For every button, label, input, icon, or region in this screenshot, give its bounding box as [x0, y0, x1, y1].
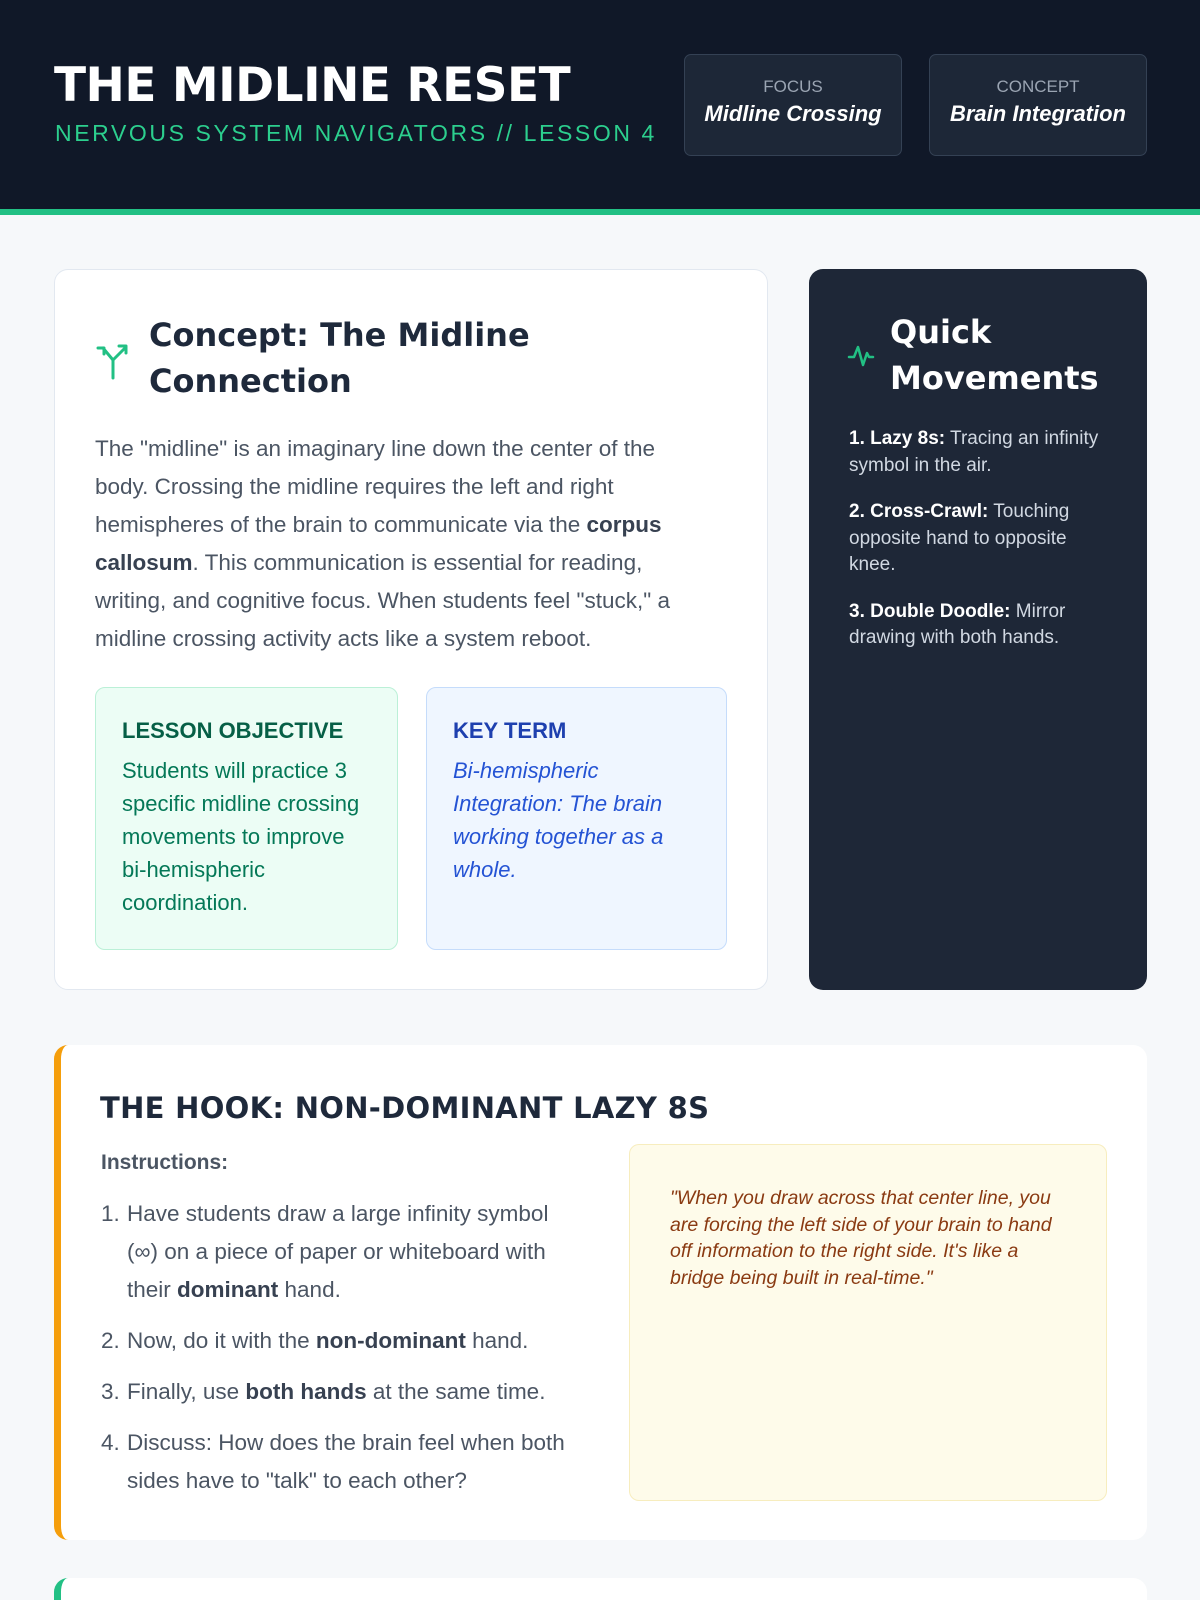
lesson-objective-box — [95, 687, 398, 950]
key-term-heading: KEY TERM — [453, 718, 567, 743]
movement-label: 1. Lazy 8s: — [849, 428, 946, 449]
concept-title: Concept: The Midline Connection — [149, 316, 530, 400]
step-bold: both hands — [245, 1379, 367, 1404]
key-term-text: Bi-hemispheric Integration: The brain working together as a whole. — [453, 758, 664, 882]
instructions-label: Instructions: — [101, 1151, 229, 1174]
next-section-card — [54, 1578, 1147, 1600]
step-text: Finally, use — [127, 1379, 246, 1404]
step-number: 3. — [101, 1379, 120, 1404]
quote-box — [629, 1144, 1107, 1501]
step-text-end: hand. — [278, 1277, 341, 1302]
concept-badge — [929, 54, 1147, 156]
movement-label: 2. Cross-Crawl: — [849, 501, 989, 522]
page-title: THE MIDLINE RESET — [54, 58, 571, 113]
step-text: Discuss: How does the brain feel when both sides have to "talk" to each other? — [127, 1430, 565, 1493]
list-item — [849, 599, 1117, 652]
movement-text: Mirror drawing with both hands. — [849, 600, 1066, 648]
step-text-end: hand. — [465, 1328, 529, 1353]
step-number: 2. — [101, 1328, 120, 1353]
list-item — [101, 1373, 581, 1411]
hook-steps-list — [101, 1195, 581, 1513]
objective-text: Students will practice 3 specific midline crossing movements to improve bi-hemispheric coordination. — [122, 758, 360, 915]
concept-label: CONCEPT — [996, 77, 1080, 96]
movement-text: Touching opposite hand to opposite knee. — [849, 501, 1070, 575]
focus-badge — [684, 54, 902, 156]
concept-value: Brain Integration — [949, 101, 1126, 126]
hook-card — [54, 1045, 1147, 1540]
quick-movements-title: Quick Movements — [890, 313, 1099, 397]
step-text: Have students draw a large infinity symbol (∞) on a piece of paper or whiteboard with their — [127, 1201, 549, 1302]
step-bold: dominant — [177, 1277, 279, 1302]
movement-text: Tracing an infinity symbol in the air. — [849, 428, 1099, 476]
concept-card — [54, 269, 768, 990]
key-term-box — [426, 687, 727, 950]
objective-heading: LESSON OBJECTIVE — [122, 718, 344, 743]
quote-text: "When you draw across that center line, you are forcing the left side of your brain to hand off information to the right side. It's like a bridge being built in real-time." — [670, 1187, 1052, 1289]
step-number: 4. — [101, 1430, 120, 1455]
concept-body-text: The "midline" is an imaginary line down the center of the body. Crossing the midline requires the left and right hemispheres of the brain to communicate via the — [95, 436, 656, 537]
concept-body-text-2: . This communication is essential for reading, writing, and cognitive focus. When students feel "stuck," a midline crossing activity acts like a system reboot. — [95, 550, 671, 651]
quick-movements-panel — [809, 269, 1147, 990]
concept-body — [95, 430, 705, 658]
focus-label: FOCUS — [763, 77, 823, 96]
step-text: Now, do it with the — [127, 1328, 316, 1353]
step-number: 1. — [101, 1201, 120, 1226]
hook-title: THE HOOK: NON-DOMINANT LAZY 8S — [100, 1091, 710, 1125]
list-item — [101, 1424, 581, 1500]
quick-movements-list — [849, 426, 1117, 672]
focus-value: Midline Crossing — [704, 101, 882, 126]
pulse-icon — [847, 343, 875, 374]
step-text-end: at the same time. — [366, 1379, 546, 1404]
step-bold: non-dominant — [315, 1328, 466, 1353]
split-arrow-icon — [95, 340, 131, 385]
list-item — [101, 1322, 581, 1360]
list-item — [849, 426, 1117, 479]
page-header — [0, 0, 1200, 215]
movement-label: 3. Double Doodle: — [849, 600, 1011, 622]
list-item — [849, 499, 1117, 579]
list-item — [101, 1195, 581, 1309]
concept-body-bold: corpus callosum — [95, 512, 662, 575]
page-subtitle: NERVOUS SYSTEM NAVIGATORS // LESSON 4 — [55, 120, 657, 146]
